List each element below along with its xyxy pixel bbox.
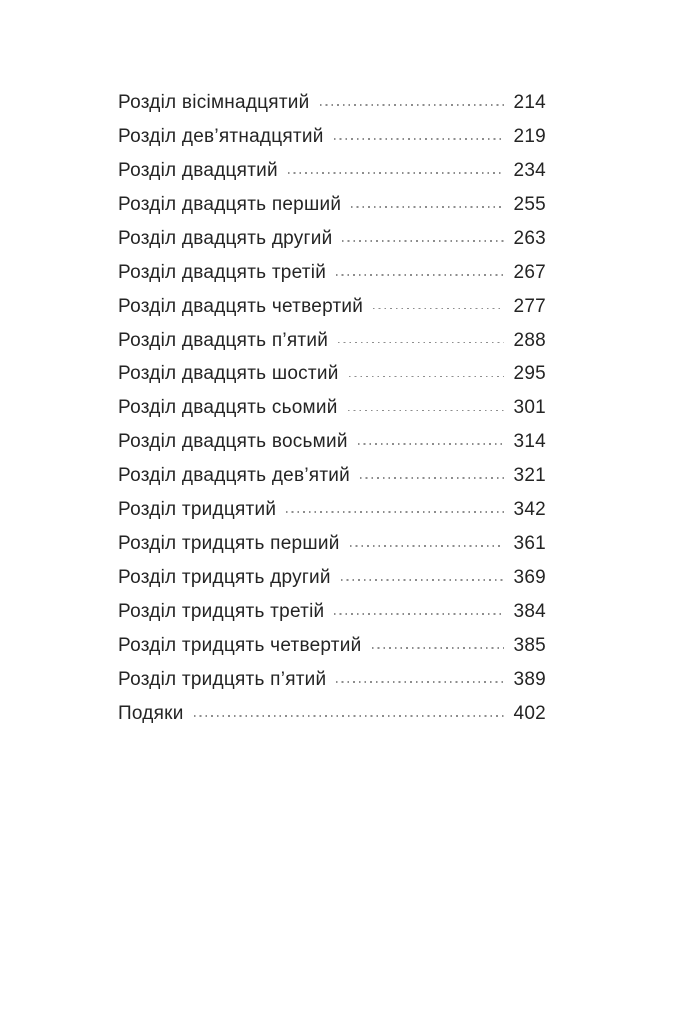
- toc-entry-page: 219: [513, 125, 546, 147]
- toc-row: [118, 290, 546, 324]
- toc-entry-label: Розділ тридцятий: [118, 499, 277, 521]
- toc-entry-label: Розділ дев’ятнадцятий: [118, 125, 324, 147]
- toc-row: [118, 595, 546, 629]
- toc-entry-page: 385: [513, 634, 546, 656]
- toc-entry-page: 402: [513, 702, 546, 724]
- toc-entry-label: Розділ тридцять третій: [118, 601, 325, 623]
- dotted-leader: [348, 410, 504, 412]
- toc-entry-page: 369: [513, 567, 546, 589]
- toc-row: [118, 324, 546, 358]
- toc-row: [118, 358, 546, 392]
- dotted-leader: [338, 342, 503, 344]
- dotted-leader: [320, 104, 504, 106]
- toc-entry-label: Розділ тридцять четвертий: [118, 634, 362, 656]
- dotted-leader: [372, 647, 504, 649]
- toc-entry-page: 301: [513, 397, 546, 419]
- toc-entry-label: Розділ вісімнадцятий: [118, 91, 310, 113]
- dotted-leader: [336, 681, 503, 683]
- toc-row: [118, 493, 546, 527]
- toc-row: [118, 527, 546, 561]
- toc-entry-page: 255: [513, 193, 546, 215]
- toc-row: [118, 697, 546, 731]
- toc-entry-page: 277: [513, 295, 546, 317]
- toc-entry-page: 263: [513, 227, 546, 249]
- toc-entry-label: Розділ двадцять перший: [118, 193, 342, 215]
- toc-row: [118, 459, 546, 493]
- toc-entry-label: Розділ тридцять другий: [118, 567, 331, 589]
- toc-entry-label: Розділ тридцять п’ятий: [118, 668, 327, 690]
- toc-entry-page: 234: [513, 159, 546, 181]
- toc-entry-page: 342: [513, 499, 546, 521]
- dotted-leader: [360, 477, 504, 479]
- dotted-leader: [358, 443, 504, 445]
- toc-entry-page: 321: [513, 465, 546, 487]
- toc-entry-label: Розділ двадцять восьмий: [118, 431, 348, 453]
- toc-row: [118, 154, 546, 188]
- toc-row: [118, 391, 546, 425]
- toc-entry-label: Розділ двадцять сьомий: [118, 397, 338, 419]
- dotted-leader: [288, 172, 504, 174]
- toc-entry-page: 361: [513, 533, 546, 555]
- toc-row: [118, 222, 546, 256]
- toc-entry-page: 389: [513, 668, 546, 690]
- toc-entry-page: 288: [513, 329, 546, 351]
- toc-entry-page: 314: [513, 431, 546, 453]
- dotted-leader: [342, 240, 503, 242]
- dotted-leader: [286, 511, 503, 513]
- toc-entry-page: 295: [513, 363, 546, 385]
- toc-entry-page: 214: [513, 91, 546, 113]
- toc-entry-page: 267: [513, 261, 546, 283]
- dotted-leader: [336, 274, 503, 276]
- table-of-contents: [118, 86, 546, 731]
- toc-entry-label: Подяки: [118, 702, 184, 724]
- toc-entry-label: Розділ тридцять перший: [118, 533, 340, 555]
- toc-row: [118, 561, 546, 595]
- dotted-leader: [341, 579, 504, 581]
- toc-entry-label: Розділ двадцятий: [118, 159, 278, 181]
- toc-entry-label: Розділ двадцять третій: [118, 261, 327, 283]
- toc-entry-label: Розділ двадцять другий: [118, 227, 333, 249]
- toc-entry-label: Розділ двадцять дев’ятий: [118, 465, 351, 487]
- toc-row: [118, 86, 546, 120]
- dotted-leader: [334, 613, 503, 615]
- toc-row: [118, 629, 546, 663]
- toc-entry-label: Розділ двадцять четвертий: [118, 295, 364, 317]
- toc-entry-page: 384: [513, 601, 546, 623]
- toc-row: [118, 425, 546, 459]
- dotted-leader: [349, 376, 504, 378]
- toc-entry-label: Розділ двадцять п’ятий: [118, 329, 329, 351]
- dotted-leader: [194, 715, 504, 717]
- toc-row: [118, 663, 546, 697]
- toc-row: [118, 188, 546, 222]
- dotted-leader: [373, 308, 503, 310]
- toc-row: [118, 120, 546, 154]
- dotted-leader: [350, 545, 504, 547]
- toc-entry-label: Розділ двадцять шостий: [118, 363, 339, 385]
- toc-row: [118, 256, 546, 290]
- dotted-leader: [334, 138, 504, 140]
- dotted-leader: [351, 206, 503, 208]
